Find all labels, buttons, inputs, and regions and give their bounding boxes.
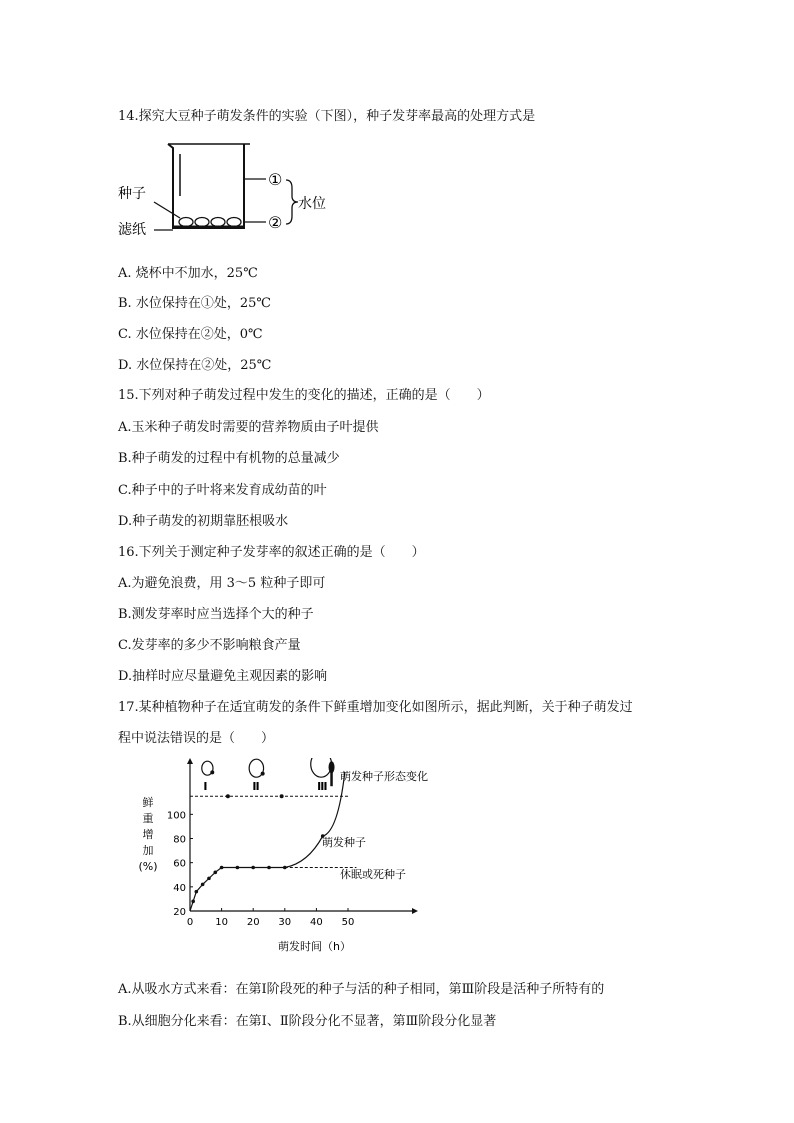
seed-shape <box>195 218 209 227</box>
water-level-label: 水位 <box>298 196 326 212</box>
q17-option-b[interactable]: B.从细胞分化来看：在第Ⅰ、Ⅱ阶段分化不显著，第Ⅲ阶段分化显著 <box>118 1014 497 1029</box>
data-point <box>236 866 240 870</box>
stage-label: Ⅲ <box>317 780 328 794</box>
x-tick-label: 30 <box>278 917 292 928</box>
mark-2: ② <box>268 213 283 232</box>
seed-shape <box>211 218 225 227</box>
q15-option-c[interactable]: C.种子中的子叶将来发育成幼苗的叶 <box>118 483 327 498</box>
water-level-brace <box>286 180 298 224</box>
y-axis-arrow <box>187 758 193 764</box>
x-tick-label: 40 <box>310 917 323 928</box>
x-tick-label: 10 <box>215 917 228 928</box>
y-tick-label: 20 <box>173 907 186 918</box>
y-axis-label <box>138 796 157 873</box>
seed-stage-outline <box>311 758 332 777</box>
data-point <box>267 866 271 870</box>
stage-label: Ⅱ <box>252 780 260 794</box>
seed-label: 种子 <box>118 186 146 202</box>
q15-option-d[interactable]: D.种子萌发的初期靠胚根吸水 <box>118 514 289 529</box>
q14-option-d[interactable]: D. 水位保持在②处，25℃ <box>118 358 272 373</box>
data-point <box>201 883 205 887</box>
mark-1: ① <box>268 170 283 189</box>
y-tick-label: 40 <box>173 882 186 894</box>
q16-option-d[interactable]: D.抽样时应尽量避免主观因素的影响 <box>118 669 328 684</box>
q14-option-b[interactable]: B. 水位保持在①处，25℃ <box>118 296 271 311</box>
y-tick-label: 80 <box>173 834 186 846</box>
seed-leader <box>154 202 180 218</box>
data-point <box>195 890 199 894</box>
q17-option-a[interactable]: A.从吸水方式来看：在第Ⅰ阶段死的种子与活的种子相同，第Ⅲ阶段是活种子所特有的 <box>118 982 605 997</box>
x-axis-label: 萌发时间（h） <box>278 940 351 953</box>
q16-option-c[interactable]: C.发芽率的多少不影响粮食产量 <box>118 638 301 653</box>
embryo-dot <box>261 772 265 776</box>
fresh-weight-chart <box>130 758 430 958</box>
data-point <box>213 871 217 875</box>
q14-option-c[interactable]: C. 水位保持在②处，0℃ <box>118 327 263 342</box>
embryo-dot <box>210 770 214 774</box>
filter-paper-label: 滤纸 <box>118 222 146 236</box>
y-axis-label-char: 加 <box>142 844 154 857</box>
data-point <box>251 866 255 870</box>
y-tick-label: 60 <box>173 858 186 870</box>
x-tick-label: 0 <box>186 917 194 928</box>
data-point <box>220 866 224 870</box>
question-17-stem-line2: 程中说法错误的是（ ） <box>118 731 275 746</box>
legend-germinating-seed: 萌发种子 <box>322 836 366 849</box>
legend-dormant-dead-seed: 休眠或死种子 <box>340 868 406 881</box>
data-point <box>191 900 195 904</box>
stage-marker <box>280 794 284 798</box>
beaker-figure <box>118 136 348 236</box>
question-14-stem: 14.探究大豆种子萌发条件的实验（下图），种子发芽率最高的处理方式是 <box>118 109 536 124</box>
y-axis-label-char: (%) <box>138 860 158 873</box>
y-axis-label-char: 增 <box>142 828 154 841</box>
stage-label: Ⅰ <box>203 780 208 794</box>
morphology-label: 萌发种子形态变化 <box>340 770 428 783</box>
sprout-shape <box>329 761 335 773</box>
y-axis-label-char: 鲜 <box>142 796 154 809</box>
x-tick-label: 20 <box>246 917 260 928</box>
y-tick-label: 100 <box>166 810 186 822</box>
data-point <box>207 877 211 881</box>
q14-option-a[interactable]: A. 烧杯中不加水，25℃ <box>118 266 258 281</box>
question-17-stem-line1: 17.某种植物种子在适宜萌发的条件下鲜重增加变化如图所示，据此判断，关于种子萌发过 <box>118 700 633 715</box>
y-axis-ticks <box>167 810 193 918</box>
x-tick-label: 50 <box>341 917 355 928</box>
q16-option-a[interactable]: A.为避免浪费，用 3～5 粒种子即可 <box>118 576 326 591</box>
seed-shape <box>227 218 241 227</box>
q15-option-a[interactable]: A.玉米种子萌发时需要的营养物质由子叶提供 <box>118 420 379 435</box>
question-16-stem: 16.下列关于测定种子发芽率的叙述正确的是（ ） <box>118 545 425 560</box>
stage-marker <box>226 794 230 798</box>
q16-option-b[interactable]: B.测发芽率时应当选择个大的种子 <box>118 607 314 622</box>
stage-illustrations <box>190 758 348 798</box>
seed-shape <box>179 218 193 227</box>
question-15-stem: 15.下列对种子萌发过程中发生的变化的描述，正确的是（ ） <box>118 388 490 403</box>
q15-option-b[interactable]: B.种子萌发的过程中有机物的总量减少 <box>118 451 340 466</box>
x-axis-arrow <box>412 908 418 914</box>
y-axis-label-char: 重 <box>142 812 154 825</box>
